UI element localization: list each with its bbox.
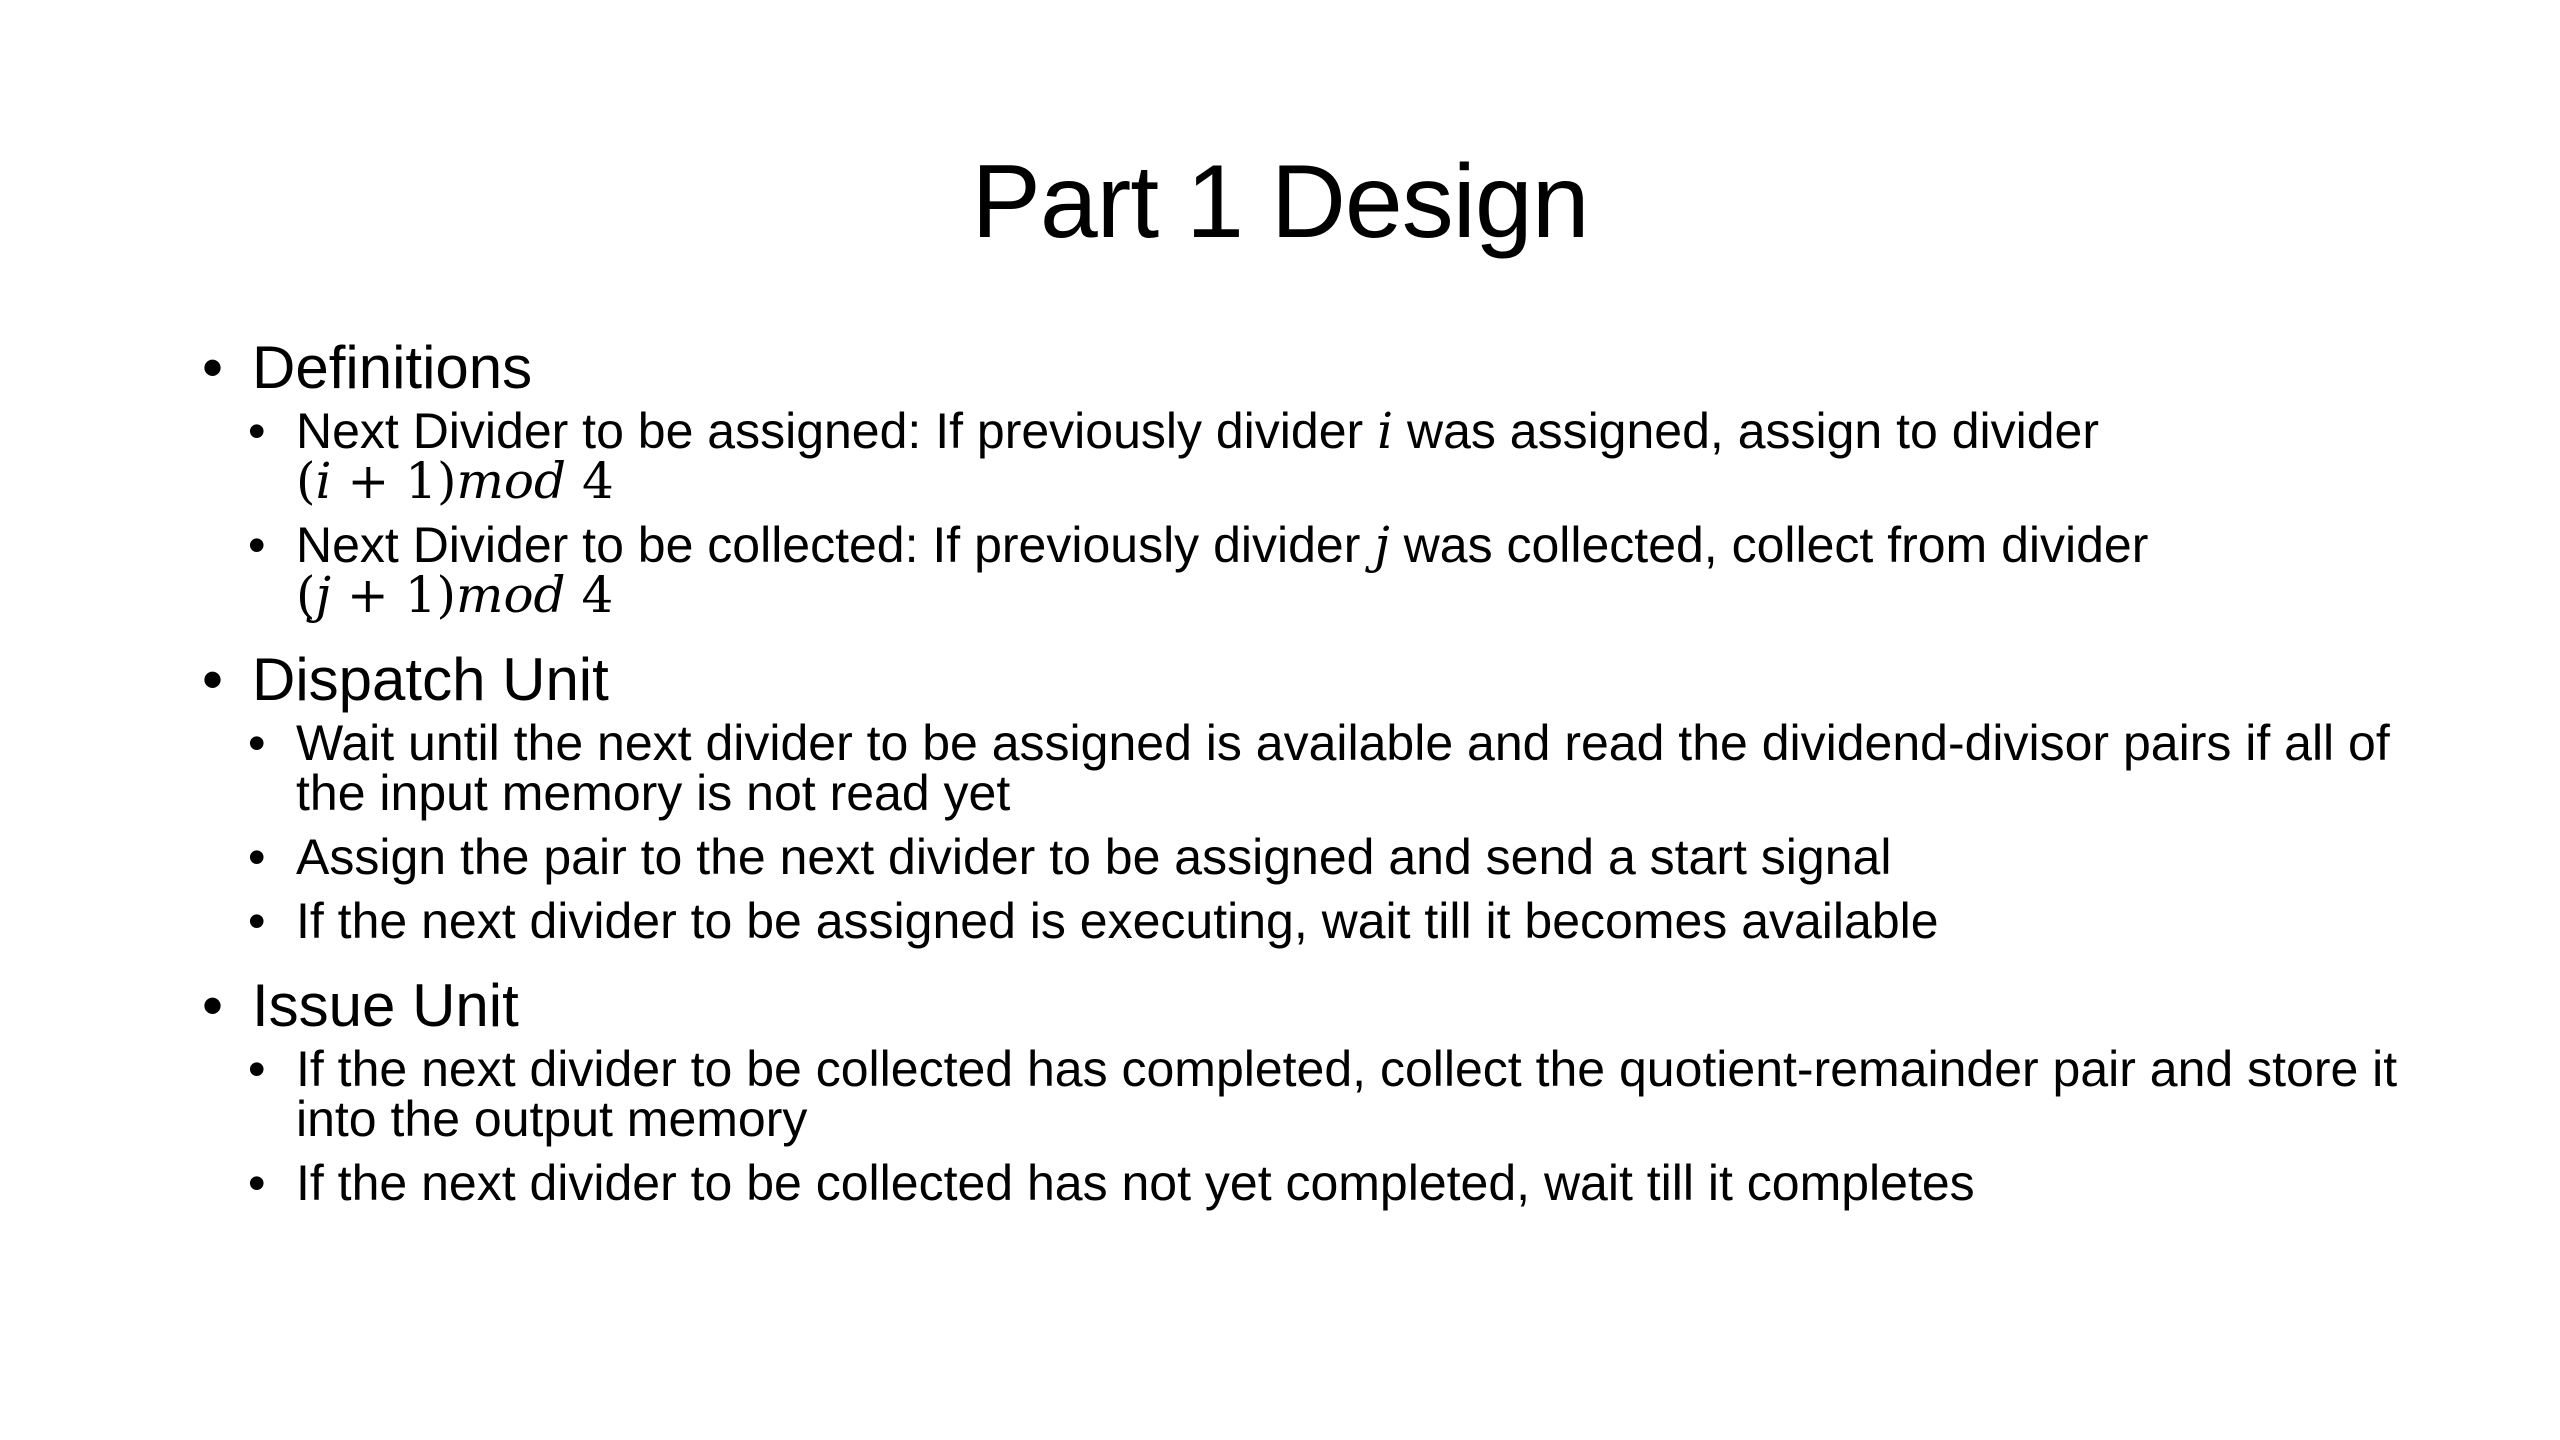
issue-unit-list — [200, 1041, 2440, 1211]
bullet-icon: • — [248, 1041, 266, 1097]
formula-num: 4 — [566, 452, 614, 510]
slide-body — [200, 330, 2440, 1230]
definitions-list — [200, 402, 2440, 624]
bullet-icon: • — [202, 646, 224, 713]
list-item — [200, 402, 2440, 510]
list-item — [200, 715, 2440, 821]
bullet-icon: • — [202, 972, 224, 1039]
math-variable: j — [1374, 516, 1390, 574]
item-text-post: was assigned, assign to divider — [1393, 403, 2099, 459]
bullet-icon: • — [248, 1155, 266, 1211]
slide-title: Part 1 Design — [971, 144, 1589, 260]
list-item-content — [248, 1041, 2440, 1147]
section-heading-issue-unit — [200, 968, 2440, 1044]
list-item — [200, 829, 2440, 885]
item-text-pre: Next Divider to be assigned: If previously divider — [296, 403, 1378, 459]
formula-rest: + 1) — [331, 566, 457, 624]
formula-var: j — [315, 566, 332, 624]
math-variable: i — [1377, 402, 1394, 460]
list-item-content — [248, 1155, 2440, 1211]
list-item-content — [248, 516, 2440, 624]
bullet-icon: • — [248, 829, 266, 885]
bullet-icon: • — [248, 517, 266, 573]
section-heading-text: Dispatch Unit — [252, 646, 609, 713]
dispatch-unit-list — [200, 715, 2440, 949]
section-heading-definitions — [200, 330, 2440, 406]
formula-var: i — [315, 452, 332, 510]
item-text-pre: Next Divider to be collected: If previously divider — [296, 517, 1375, 573]
list-item — [200, 893, 2440, 949]
section-heading-dispatch-unit — [200, 642, 2440, 718]
item-text: If the next divider to be assigned is executing, wait till it becomes available — [296, 893, 1939, 949]
list-item-content — [248, 829, 2440, 885]
section-heading-text: Issue Unit — [252, 972, 519, 1039]
list-item — [200, 516, 2440, 624]
list-item-content — [248, 893, 2440, 949]
section-heading-text: Definitions — [252, 334, 533, 401]
formula-num: 4 — [565, 566, 614, 624]
item-text-post: was collected, collect from divider — [1389, 517, 2149, 573]
bullet-icon: • — [248, 403, 266, 459]
item-text: If the next divider to be collected has completed, collect the quotient-remainder pair and store it into the output memory — [296, 1041, 2398, 1147]
formula-mod: mod — [456, 452, 567, 510]
item-text: Wait until the next divider to be assigned is available and read the dividend-divisor pairs if all of the input memory is not read yet — [296, 715, 2390, 821]
item-text: Assign the pair to the next divider to be assigned and send a start signal — [296, 829, 1892, 885]
bullet-icon: • — [202, 334, 224, 401]
formula-rest: + 1) — [331, 452, 457, 510]
formula-open: ( — [296, 452, 316, 510]
bullet-icon: • — [248, 715, 266, 771]
list-item-content — [248, 402, 2440, 510]
list-item — [200, 1041, 2440, 1147]
formula-open: ( — [296, 566, 316, 624]
list-item — [200, 1155, 2440, 1211]
formula-mod: mod — [456, 566, 566, 624]
item-text: If the next divider to be collected has not yet completed, wait till it completes — [296, 1155, 1975, 1211]
bullet-icon: • — [248, 893, 266, 949]
list-item-content — [248, 715, 2440, 821]
